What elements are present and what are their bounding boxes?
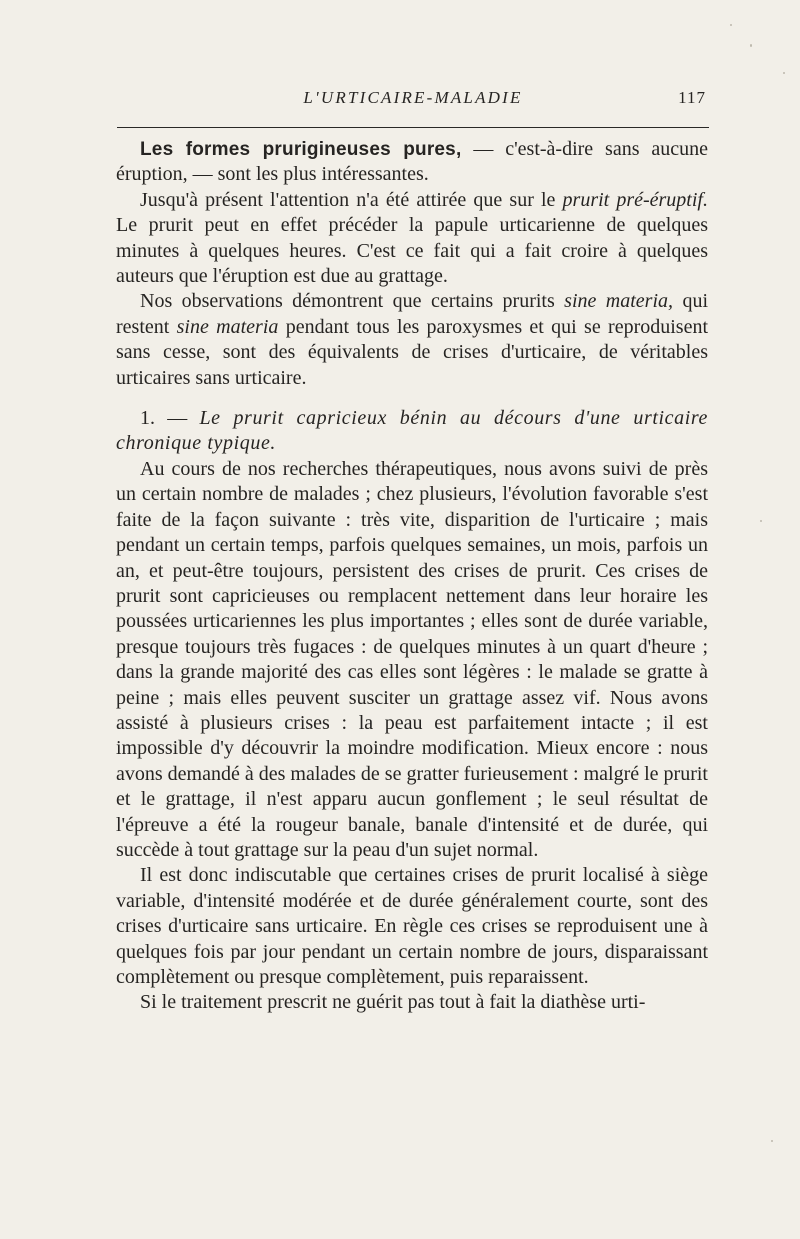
paragraph-3	[116, 289, 708, 391]
header-rule	[117, 127, 709, 128]
page-header	[118, 88, 708, 118]
paragraph-2-text-b: Le prurit peut en effet précéder la papule urticarienne de quelques minutes à quelques heures. C'est ce fait qui a fait croire à quelques auteurs que l'éruption est due au grattage.	[116, 214, 708, 288]
paper-speck	[783, 72, 785, 74]
paper-speck	[760, 520, 762, 522]
bold-lead: Les formes prurigineuses pures,	[140, 139, 462, 160]
paragraph-3-text-a: Nos observations démontrent que certains prurits	[140, 290, 565, 313]
section-number: 1. —	[140, 407, 200, 430]
paper-speck	[771, 1140, 773, 1142]
paper-speck	[750, 44, 752, 47]
paper-speck	[730, 24, 732, 26]
paragraph-2-text-a: Jusqu'à présent l'attention n'a été attirée que sur le	[140, 188, 563, 211]
section-heading	[116, 406, 708, 457]
paragraph-3-text-c: pendant tous les paroxysmes et qui se reproduisent sans cesse, sont des équivalents de crises d'urticaire, de véritables urticaires sans urticaire.	[116, 315, 709, 389]
italic-term: prurit pré-éruptif.	[562, 188, 708, 211]
paragraph-2	[116, 188, 708, 290]
body-text	[116, 137, 708, 1016]
paragraph-6: Si le traitement prescrit ne guérit pas tout à fait la diathèse urti-	[140, 991, 646, 1014]
paragraph-1-rest: — c'est-à-dire sans aucune éruption, — sont les plus intéressantes.	[116, 138, 709, 186]
running-head: L'URTICAIRE-MALADIE	[303, 88, 523, 107]
paragraph-3-text-b: qui restent	[116, 290, 709, 338]
paragraph-4: Au cours de nos recherches thérapeutiques, nous avons suivi de près un certain nombre de malades ; chez plusieurs, l'évolution favorable s'est faite de la façon suivante : très vite, disparition de l'urticaire ; mais pendant un certain temps, parfois quelques semaines, un mois, parfois un an, et peut-être toujours, persistent des crises de prurit. Ces crises de prurit sont capricieuses ou remplacent nettement dans leur horaire les poussées urticariennes les plus importantes ; elles sont de durée variable, presque toujours très fugaces : de quelques minutes à un quart d'heure ; dans la grande majorité des cas elles sont légères : le malade se gratte à peine ; mais elles peuvent susciter un grattage assez vif. Nous avons assisté à plusieurs crises : la peau est parfaitement intacte ; il est impossible d'y découvrir la moindre modification. Mieux encore : nous avons demandé à des malades de se gratter furieusement : malgré le prurit et le grattage, il n'est apparu aucun gonflement ; le seul résultat de l'épreuve a été la rougeur banale, banale d'intensité et de durée, qui succède à tout grattage sur la peau d'un sujet normal.	[116, 457, 708, 861]
paragraph-1	[116, 137, 708, 188]
italic-term: sine materia,	[564, 290, 674, 313]
page-number: 117	[678, 88, 706, 107]
section-title: Le prurit capricieux bénin au décours d'une urticaire chronique typique.	[116, 407, 708, 455]
paragraph-5: Il est donc indiscutable que certaines crises de prurit localisé à siège variable, d'intensité modérée et de durée généralement courte, sont des crises d'urticaire sans urticaire. En règle ces crises se reproduisent une à quelques fois par jour pendant un certain nombre de jours, disparaissant complètement ou presque complètement, puis reparaissent.	[116, 864, 708, 988]
italic-term: sine materia	[176, 315, 279, 338]
